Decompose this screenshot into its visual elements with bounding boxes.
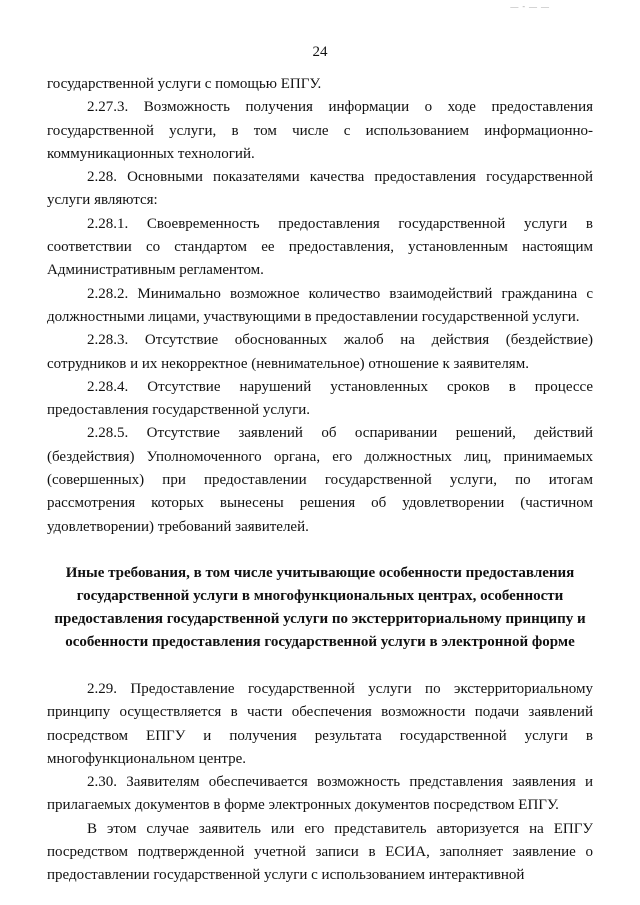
paragraph-2-27-3: 2.27.3. Возможность получения информации о ходе предоставления государственной услуги, в том числе с использованием информационно-коммуникационных технологий. [47,99,593,162]
paragraph-epgu-authorization: В этом случае заявитель или его представитель авторизуется на ЕПГУ посредством подтвержденной учетной записи в ЕСИА, заполняет заявление о предоставлении государственной услуги с использованием интерактивной [47,820,593,884]
paragraph-2-30: 2.30. Заявителям обеспечивается возможность представления заявления и прилагаемых документов в форме электронных документов посредством ЕПГУ. [47,774,593,814]
scan-corner-mark: — - — — [510,2,550,11]
paragraph-2-28: 2.28. Основными показателями качества предоставления государственной услуги являются: [47,169,593,209]
paragraph-2-28-5: 2.28.5. Отсутствие заявлений об оспаривании решений, действий (бездействия) Уполномоченного органа, его должностных лиц, принимаемых (совершенных) при предоставлении государственной услуги, по итогам рассмотрения которых вынесены решения об удовлетворении (частичном удовлетворении) требований заявителей. [47,425,593,535]
paragraph-2-28-4: 2.28.4. Отсутствие нарушений установленных сроков в процессе предоставления государственной услуги. [47,378,593,419]
section-heading: Иные требования, в том числе учитывающие особенности предоставления государственной услуги в многофункциональных центрах, особенности предоставления государственной услуги по экстерриториальному принципу и особенности предоставления государственной услуги в электронной форме [54,564,586,650]
page-number: 24 [312,44,328,60]
paragraph-2-28-3: 2.28.3. Отсутствие обоснованных жалоб на действия (бездействие) сотрудников и их некорректное (невнимательное) отношение к заявителям. [47,332,593,372]
paragraph-continuation: государственной услуги с помощью ЕПГУ. [47,76,322,92]
paragraph-2-28-1: 2.28.1. Своевременность предоставления государственной услуги в соответствии со стандартом ее предоставления, установленным настоящим Административным регламентом. [47,215,593,279]
paragraph-2-28-2: 2.28.2. Минимально возможное количество взаимодействий гражданина с должностными лицами, участвующими в предоставлении государственной услуги. [47,285,593,325]
document-body [47,73,593,888]
paragraph-2-29: 2.29. Предоставление государственной услуги по экстерриториальному принципу осуществляется в части обеспечения возможности подачи заявлений посредством ЕПГУ и получения результата государственной услуги в многофункциональном центре. [47,680,593,767]
